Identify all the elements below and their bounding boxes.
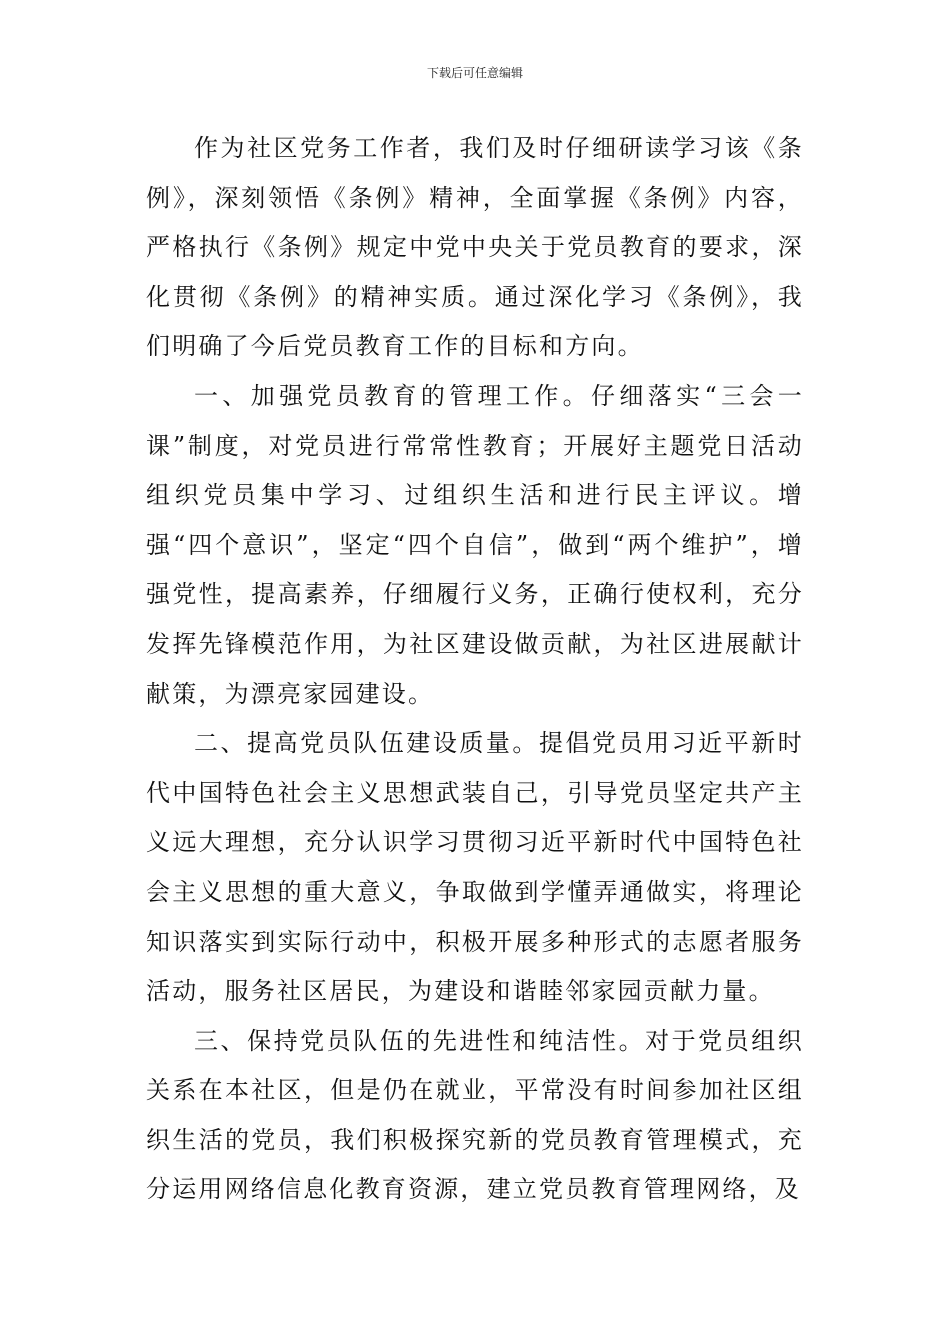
paragraph-section-1: 一、加强党员教育的管理工作。仔细落实“三会一课”制度，对党员进行常常性教育；开展好主题党日活动组织党员集中学习、过组织生活和进行民主评议。增强“四个意识”，坚定“四个自信”，做到“两个维护”，增强党性，提高素养，仔细履行义务，正确行使权利，充分发挥先锋模范作用，为社区建设做贡献，为社区进展献计献策，为漂亮家园建设。 bbox=[146, 381, 804, 708]
page-header: 下载后可任意编辑 bbox=[426, 66, 523, 80]
paragraph-intro: 作为社区党务工作者，我们及时仔细研读学习该《条例》，深刻领悟《条例》精神，全面掌握《条例》内容，严格执行《条例》规定中党中央关于党员教育的要求，深化贯彻《条例》的精神实质。通过深化学习《条例》，我们明确了今后党员教育工作的目标和方向。 bbox=[146, 134, 804, 361]
document-body bbox=[146, 124, 804, 1215]
paragraph-section-2: 二、提高党员队伍建设质量。提倡党员用习近平新时代中国特色社会主义思想武装自己，引导党员坚定共产主义远大理想，充分认识学习贯彻习近平新时代中国特色社会主义思想的重大意义，争取做到学懂弄通做实，将理论知识落实到实际行动中，积极开展多种形式的志愿者服务活动，服务社区居民，为建设和谐睦邻家园贡献力量。 bbox=[146, 729, 804, 1006]
paragraph-section-3: 三、保持党员队伍的先进性和纯洁性。对于党员组织关系在本社区，但是仍在就业，平常没有时间参加社区组织生活的党员，我们积极探究新的党员教育管理模式，充分运用网络信息化教育资源，建立党员教育管理网络，及 bbox=[146, 1026, 804, 1204]
